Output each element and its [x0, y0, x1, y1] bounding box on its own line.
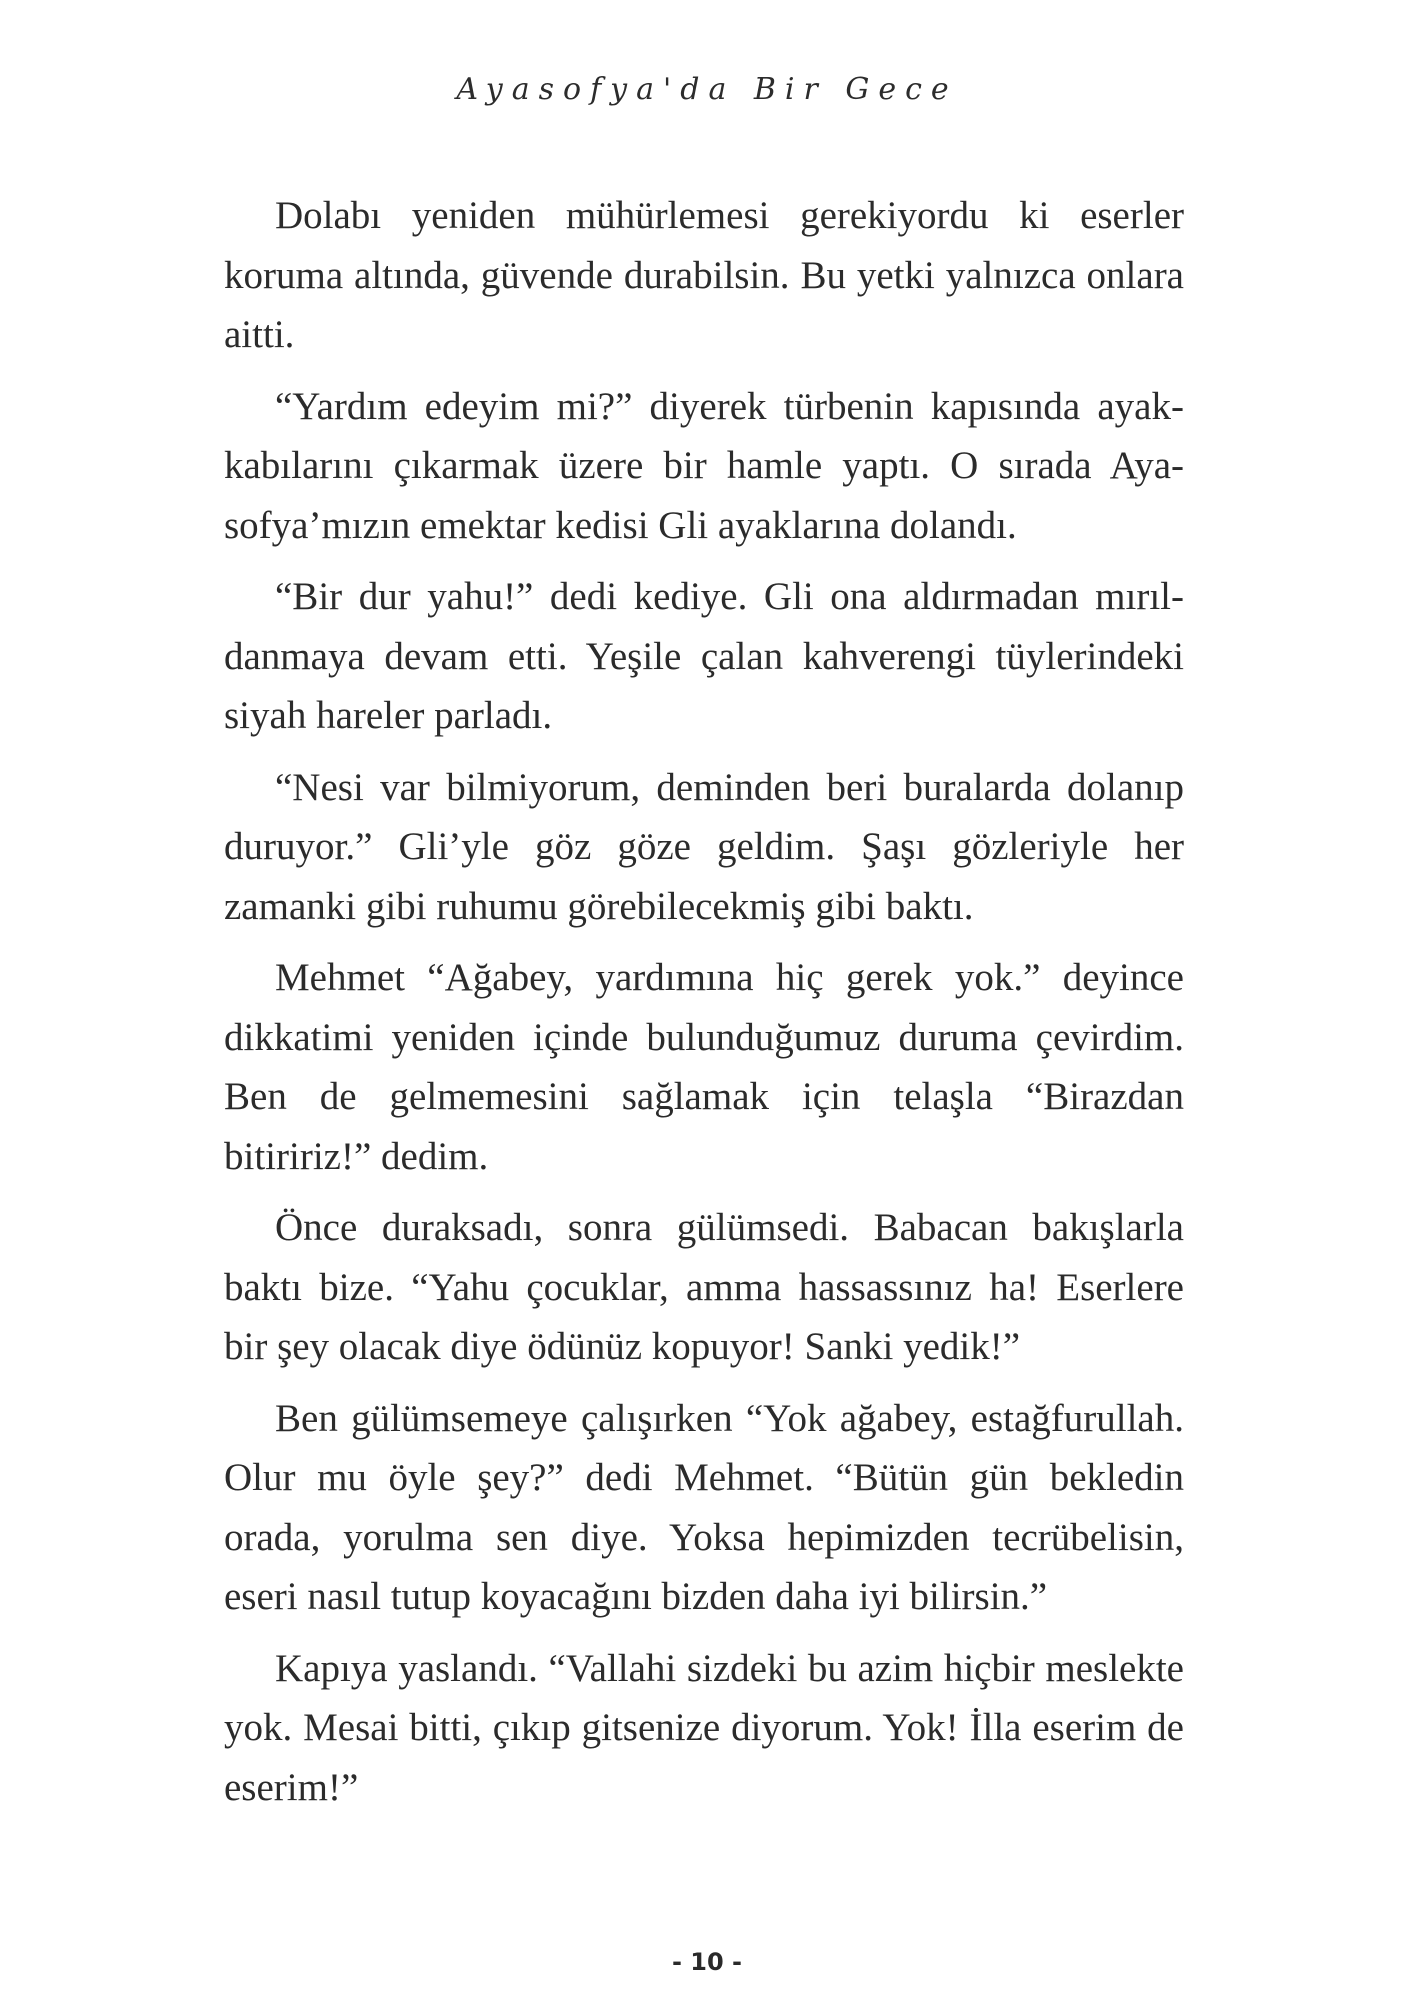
- body-text: [224, 186, 1184, 1829]
- paragraph: “Bir dur yahu!” dedi kediye. Gli ona aldırmadan mırıldanmaya devam etti. Yeşile çalan kahverengi tüylerindeki siyah hareler parladı.: [224, 575, 1184, 737]
- page-number: - 10 -: [671, 1948, 743, 1976]
- paragraph: Önce duraksadı, sonra gülümsedi. Babacan bakışlarla baktı bize. “Yahu çocuklar, amma hassassınız ha! Eserlere bir şey olacak diye ödünüz kopuyor! Sanki yedik!”: [224, 1206, 1184, 1368]
- paragraph: Mehmet “Ağabey, yardımına hiç gerek yok.” deyince dikkatimi yeniden içinde bulunduğumuz duruma çevirdim. Ben de gelmemesini sağlamak için telaşla “Birazdan bitiririz!” dedim.: [224, 956, 1184, 1178]
- paragraph: “Yardım edeyim mi?” diyerek türbenin kapısında ayakkabılarını çıkarmak üzere bir hamle yaptı. O sırada Ayasofya’mızın emektar kedisi Gli ayaklarına dolandı.: [224, 384, 1184, 547]
- paragraph: Ben gülümsemeye çalışırken “Yok ağabey, estağfurullah. Olur mu öyle şey?” dedi Mehmet. “Bütün gün bekledin orada, yorulma sen diye. Yoksa hepimizden tecrübelisin, eseri nasıl tutup koyacağını bizden daha iyi bilirsin.”: [224, 1396, 1184, 1618]
- running-header: Ayasofya'da Bir Gece: [456, 72, 958, 107]
- paragraph: “Nesi var bilmiyorum, deminden beri buralarda dolanıp duruyor.” Gli’yle göz göze geldim. Şaşı gözleriyle her zamanki gibi ruhumu görebilecekmiş gibi baktı.: [224, 765, 1184, 928]
- paragraph: Kapıya yaslandı. “Vallahi sizdeki bu azim hiçbir meslekte yok. Mesai bitti, çıkıp gitsenize diyorum. Yok! İlla eserim de eserim!”: [224, 1646, 1184, 1809]
- paragraph: Dolabı yeniden mühürlemesi gerekiyordu ki eserler koruma altında, güvende durabilsin. Bu yetki yalnızca onlara aitti.: [224, 194, 1184, 356]
